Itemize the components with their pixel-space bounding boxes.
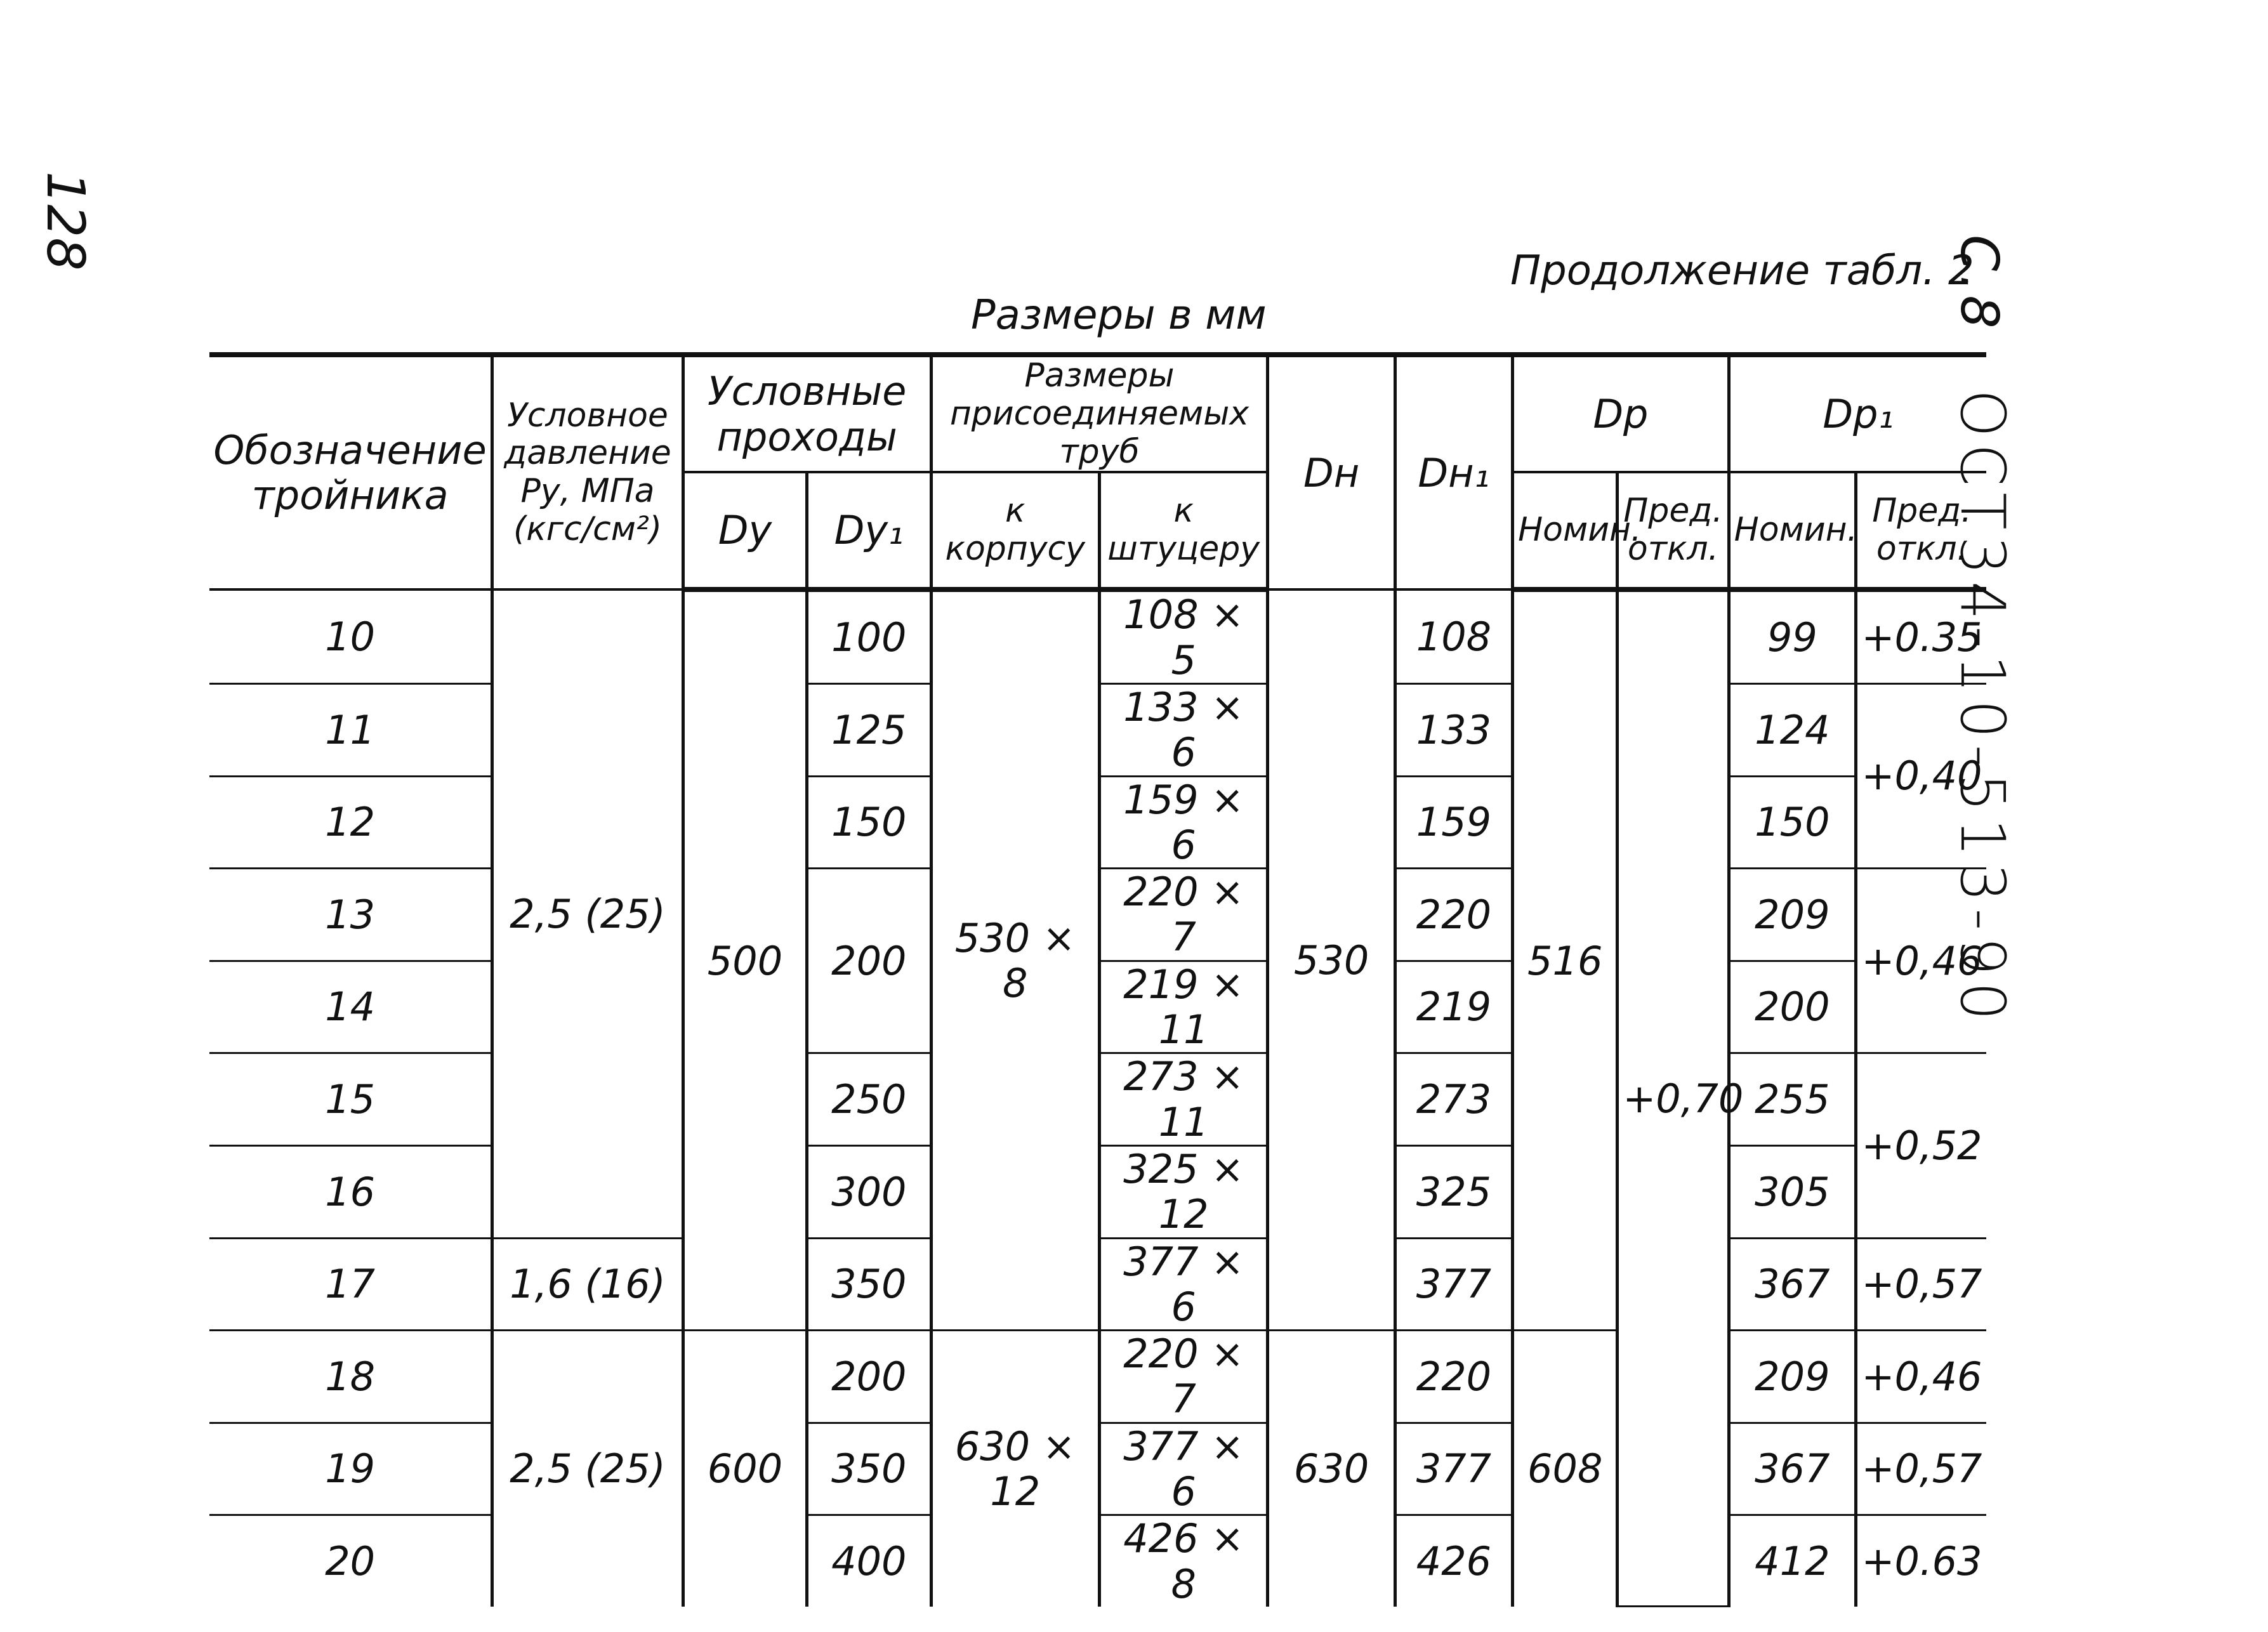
dy1-cell: 100 (807, 589, 931, 683)
units-label: Размеры в мм (971, 292, 1267, 339)
header-dp1-tolerance: Пред. откл. (1856, 472, 1986, 589)
dn1-cell: 426 (1395, 1515, 1512, 1607)
dn1-cell: 108 (1395, 589, 1512, 683)
designation-cell: 19 (209, 1423, 492, 1515)
dn1-cell: 220 (1395, 869, 1512, 961)
dy1-cell: 125 (807, 683, 931, 776)
fitting-pipe-cell: 426 × 8 (1099, 1515, 1267, 1607)
dn1-cell: 325 (1395, 1145, 1512, 1238)
body-pipe-cell: 630 × 12 (931, 1331, 1099, 1607)
dy1-cell: 250 (807, 1053, 931, 1146)
dp1-nominal-cell: 305 (1729, 1145, 1856, 1238)
designation-cell: 13 (209, 869, 492, 961)
fitting-pipe-cell: 377 × 6 (1099, 1423, 1267, 1515)
fitting-pipe-cell: 377 × 6 (1099, 1238, 1267, 1331)
designation-cell: 18 (209, 1331, 492, 1423)
dp-tolerance-cell: +0,70 (1618, 589, 1729, 1607)
dn1-cell: 220 (1395, 1331, 1512, 1423)
dp1-tolerance-cell: +0,46 (1856, 1331, 1986, 1423)
dp1-tolerance-cell: +0.63 (1856, 1515, 1986, 1607)
designation-cell: 11 (209, 683, 492, 776)
dp-nominal-cell: 608 (1513, 1331, 1618, 1607)
fitting-pipe-cell: 220 × 7 (1099, 1331, 1267, 1423)
designation-cell: 20 (209, 1515, 492, 1607)
header-to-fitting: к штуцеру (1099, 472, 1267, 589)
header-designation: Обозначение тройника (209, 355, 492, 589)
dy1-cell: 200 (807, 1331, 931, 1423)
dy1-cell: 400 (807, 1515, 931, 1607)
fitting-pipe-cell: 108 × 5 (1099, 589, 1267, 683)
dn1-cell: 273 (1395, 1053, 1512, 1146)
dn-cell: 530 (1268, 589, 1395, 1330)
header-dy: Dу (683, 472, 807, 589)
dp1-tolerance-cell: +0,46 (1856, 869, 1986, 1053)
designation-cell: 14 (209, 961, 492, 1053)
header-dp: Dр (1513, 355, 1729, 472)
standard-code: ОСТ34-10-513-90 (1947, 389, 2018, 1027)
dp1-nominal-cell: 412 (1729, 1515, 1856, 1607)
dy1-cell: 150 (807, 776, 931, 869)
fitting-pipe-cell: 133 × 6 (1099, 683, 1267, 776)
dy-cell: 600 (683, 1331, 807, 1607)
header-to-body: к корпусу (931, 472, 1099, 589)
dp1-tolerance-cell: +0,52 (1856, 1053, 1986, 1238)
dp-nominal-cell: 516 (1513, 589, 1618, 1330)
header-dn: Dн (1268, 355, 1395, 589)
header-dp1-nominal: Номин. (1729, 472, 1856, 589)
fitting-pipe-cell: 219 × 11 (1099, 961, 1267, 1053)
fitting-pipe-cell: 159 × 6 (1099, 776, 1267, 869)
dp1-nominal-cell: 209 (1729, 869, 1856, 961)
header-dp-tolerance: Пред. откл. (1618, 472, 1729, 589)
fitting-pipe-cell: 220 × 7 (1099, 869, 1267, 961)
dy1-cell: 350 (807, 1238, 931, 1331)
header-bores: Условные проходы (683, 355, 931, 472)
dp1-nominal-cell: 150 (1729, 776, 1856, 869)
pressure-cell: 2,5 (25) (492, 1331, 683, 1607)
header-dp1: Dр₁ (1729, 355, 1986, 472)
designation-cell: 16 (209, 1145, 492, 1238)
dp1-tolerance-cell: +0.35 (1856, 589, 1986, 683)
header-dp-nominal: Номин. (1513, 472, 1618, 589)
designation-cell: 12 (209, 776, 492, 869)
dy-cell: 500 (683, 589, 807, 1330)
dimensions-table (209, 352, 1986, 1607)
dp1-tolerance-cell: +0,57 (1856, 1423, 1986, 1515)
dn1-cell: 219 (1395, 961, 1512, 1053)
header-dy1: Dу₁ (807, 472, 931, 589)
fitting-pipe-cell: 273 × 11 (1099, 1053, 1267, 1146)
designation-cell: 15 (209, 1053, 492, 1146)
dp1-nominal-cell: 124 (1729, 683, 1856, 776)
pressure-cell: 2,5 (25) (492, 589, 683, 1238)
dn-cell: 630 (1268, 1331, 1395, 1607)
continuation-label: Продолжение табл. 2 (1510, 247, 1974, 294)
dy1-cell: 350 (807, 1423, 931, 1515)
header-pipes: Размеры присоединяемых труб (931, 355, 1268, 472)
dp1-nominal-cell: 200 (1729, 961, 1856, 1053)
dy1-cell: 200 (807, 869, 931, 1053)
dp1-nominal-cell: 255 (1729, 1053, 1856, 1146)
header-dn1: Dн₁ (1395, 355, 1512, 589)
designation-cell: 10 (209, 589, 492, 683)
dn1-cell: 377 (1395, 1238, 1512, 1331)
body-pipe-cell: 530 × 8 (931, 589, 1099, 1330)
dp1-nominal-cell: 367 (1729, 1423, 1856, 1515)
fitting-pipe-cell: 325 × 12 (1099, 1145, 1267, 1238)
dp1-nominal-cell: 99 (1729, 589, 1856, 683)
sheet-number: С.8 (1949, 235, 2009, 332)
dp1-nominal-cell: 209 (1729, 1331, 1856, 1423)
designation-cell: 17 (209, 1238, 492, 1331)
dn1-cell: 377 (1395, 1423, 1512, 1515)
dy1-cell: 300 (807, 1145, 931, 1238)
dn1-cell: 159 (1395, 776, 1512, 869)
page-number: 128 (35, 171, 95, 271)
pressure-cell: 1,6 (16) (492, 1238, 683, 1331)
table-row (209, 589, 1986, 683)
dp1-tolerance-cell: +0,57 (1856, 1238, 1986, 1331)
dn1-cell: 133 (1395, 683, 1512, 776)
dp1-tolerance-cell: +0,40 (1856, 683, 1986, 868)
header-pressure: Условное давление Ру, МПа (кгс/см²) (492, 355, 683, 589)
dp1-nominal-cell: 367 (1729, 1238, 1856, 1331)
